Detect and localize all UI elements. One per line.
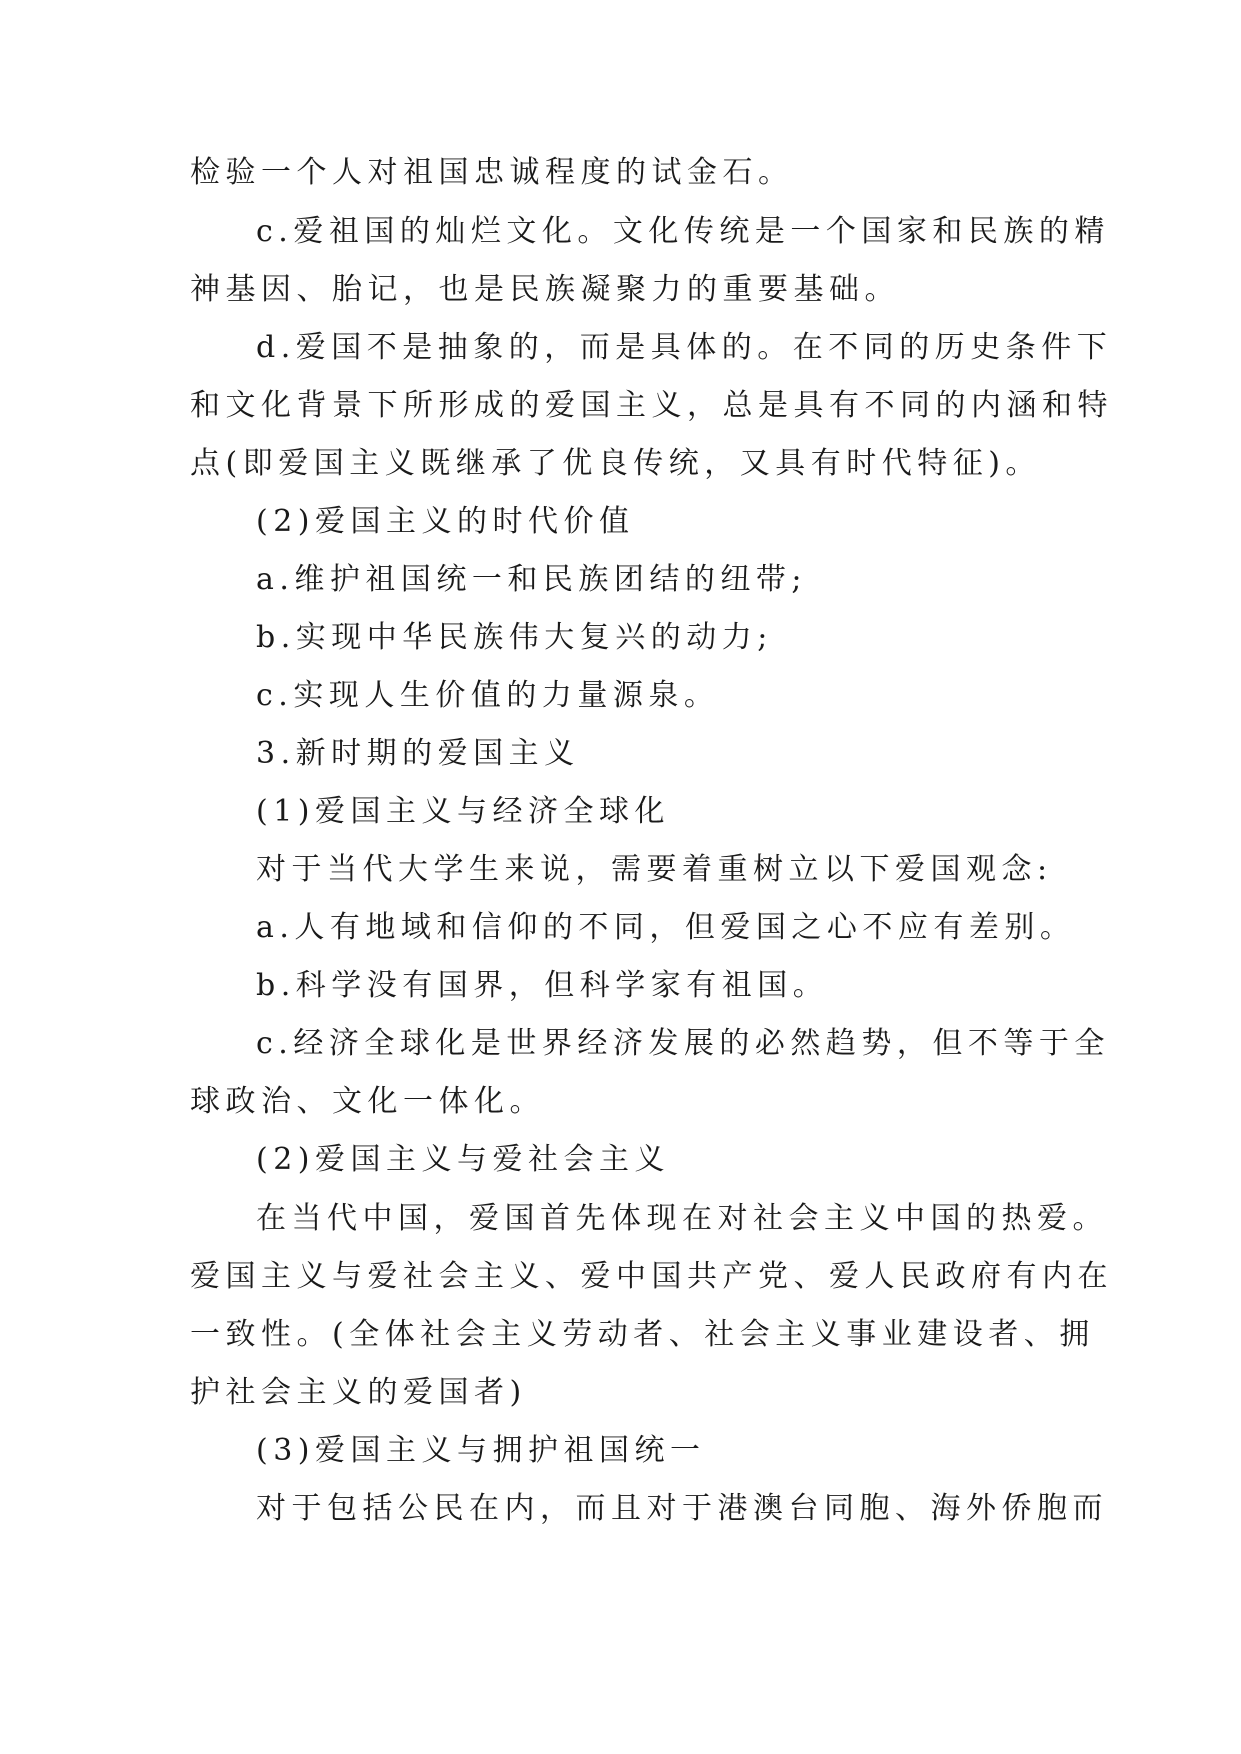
text-line: c.爱祖国的灿烂文化。文化传统是一个国家和民族的精 [256,214,1110,249]
section-heading: (1)爱国主义与经济全球化 [256,794,670,829]
section-heading: (2)爱国主义的时代价值 [256,504,635,539]
list-item: a.人有地域和信仰的不同，但爱国之心不应有差别。 [256,910,1076,945]
text-line: 球政治、文化一体化。 [190,1084,545,1119]
text-line: 护社会主义的爱国者) [190,1375,527,1410]
list-item: b.科学没有国界，但科学家有祖国。 [256,968,829,1003]
section-heading: (2)爱国主义与爱社会主义 [256,1142,670,1177]
text-line: 对于当代大学生来说，需要着重树立以下爱国观念: [256,852,1053,887]
list-item: b.实现中华民族伟大复兴的动力; [256,620,773,655]
text-line: 检验一个人对祖国忠诚程度的试金石。 [190,155,794,190]
text-line: 神基因、胎记，也是民族凝聚力的重要基础。 [190,272,900,307]
text-line: 对于包括公民在内，而且对于港澳台同胞、海外侨胞而 [256,1491,1108,1526]
text-line: 点(即爱国主义既继承了优良传统，又具有时代特征)。 [190,446,1041,481]
text-line: 和文化背景下所形成的爱国主义，总是具有不同的内涵和特 [190,388,1113,423]
text-line: d.爱国不是抽象的，而是具体的。在不同的历史条件下 [256,330,1113,365]
text-line: 在当代中国，爱国首先体现在对社会主义中国的热爱。 [256,1201,1108,1236]
section-heading: 3.新时期的爱国主义 [256,736,580,771]
section-heading: (3)爱国主义与拥护祖国统一 [256,1433,706,1468]
list-item: c.实现人生价值的力量源泉。 [256,678,720,713]
text-line: 一致性。(全体社会主义劳动者、社会主义事业建设者、拥 [190,1317,1095,1352]
list-item: c.经济全球化是世界经济发展的必然趋势，但不等于全 [256,1026,1110,1061]
text-line: 爱国主义与爱社会主义、爱中国共产党、爱人民政府有内在 [190,1259,1113,1294]
list-item: a.维护祖国统一和民族团结的纽带; [256,562,808,597]
